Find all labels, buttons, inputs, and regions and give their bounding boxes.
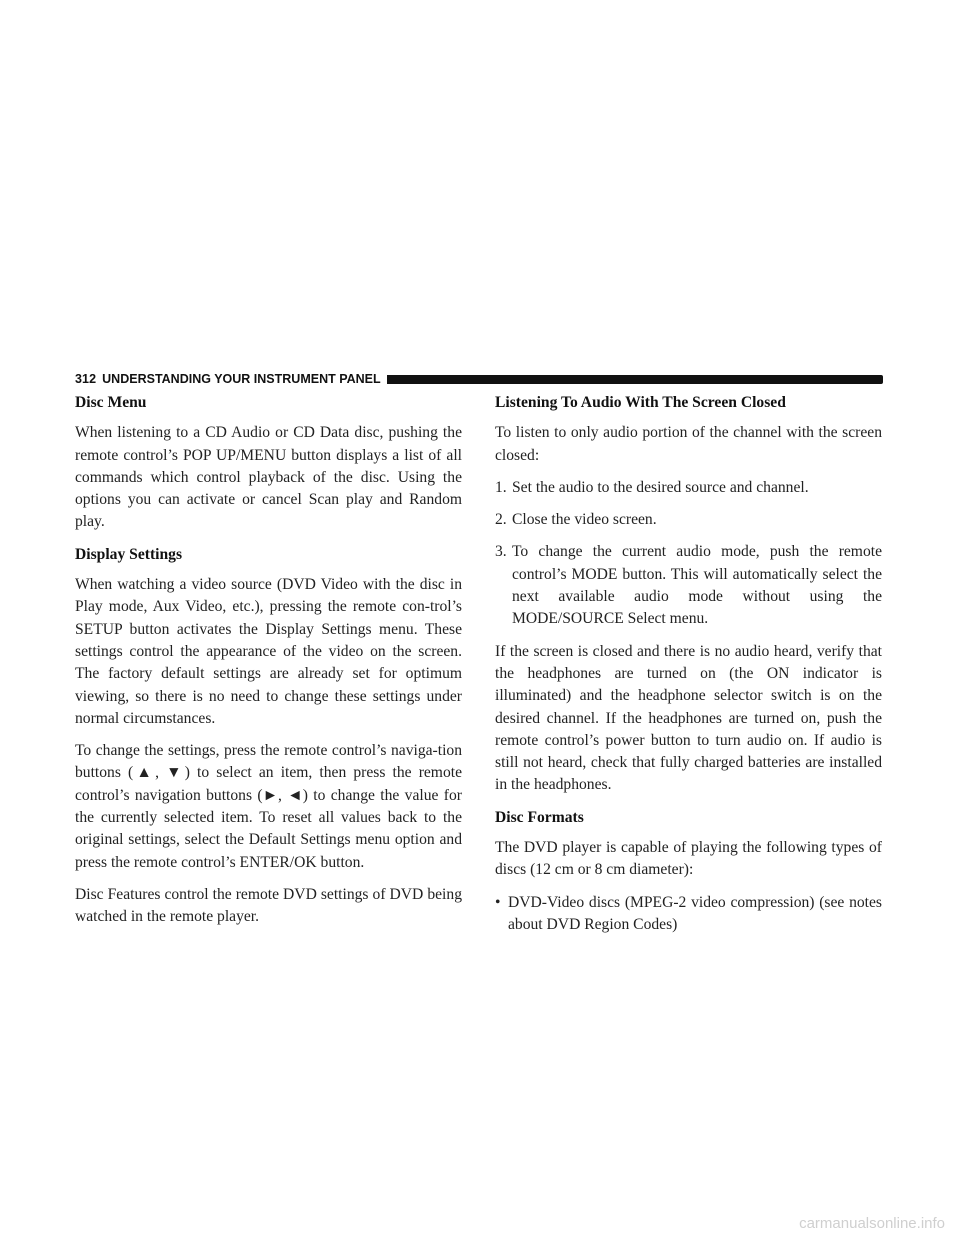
bullet-mark: • <box>495 893 501 911</box>
heading-disc-formats: Disc Formats <box>495 808 584 826</box>
step-text: Set the audio to the desired source and channel. <box>512 478 809 496</box>
display-settings-paragraph-2: To change the settings, press the remote control’s naviga-tion buttons (▲, ▼) to select an item, then press the remote control’s navigation buttons (►, ◄) to change the value for the currently selected item. To reset all values back to the original settings, select the Default Settings menu option and press the remote control’s ENTER/OK button. <box>75 742 462 871</box>
step-item <box>495 541 882 630</box>
right-column <box>495 392 882 936</box>
heading-listening-screen-closed: Listening To Audio With The Screen Closed <box>495 394 786 411</box>
page-number: 312 <box>75 372 97 386</box>
page-header <box>75 372 883 386</box>
display-settings-paragraph-1: When watching a video source (DVD Video with the disc in Play mode, Aux Video, etc.), pressing the remote con-trol’s SETUP button activates the Display Settings menu. These settings control the appearance of the video on the screen. The factory default settings are already set for optimum viewing, so there is no need to change these settings under normal circumstances. <box>75 576 462 727</box>
watermark: carmanualsonline.info <box>799 1215 945 1232</box>
section-title: UNDERSTANDING YOUR INSTRUMENT PANEL <box>102 372 381 386</box>
step-item <box>495 477 882 499</box>
bullet-text: DVD-Video discs (MPEG-2 video compression) (see notes about DVD Region Codes) <box>508 893 882 933</box>
step-number: 2. <box>495 511 507 529</box>
disc-formats-intro: The DVD player is capable of playing the following types of discs (12 cm or 8 cm diameter): <box>495 839 882 879</box>
listening-intro: To listen to only audio portion of the channel with the screen closed: <box>495 424 882 464</box>
step-number: 1. <box>495 478 507 496</box>
listening-paragraph: If the screen is closed and there is no audio heard, verify that the headphones are turned on (the ON indicator is illuminated) and the headphone selector switch is on the desired channel. If the headphones are turned on, push the remote control’s power button to turn audio on. If audio is still not heard, check that fully charged batteries are installed in the headphones. <box>495 642 882 794</box>
step-number: 3. <box>495 543 507 561</box>
header-rule <box>387 375 883 384</box>
left-column <box>75 392 462 939</box>
disc-menu-paragraph: When listening to a CD Audio or CD Data disc, pushing the remote control’s POP UP/MENU button displays a list of all commands which control playback of the disc. Using the options you can activate or cancel Scan play and Random play. <box>75 424 462 531</box>
heading-display-settings: Display Settings <box>75 545 183 563</box>
heading-disc-menu: Disc Menu <box>75 394 147 411</box>
display-settings-paragraph-3: Disc Features control the remote DVD settings of DVD being watched in the remote player. <box>75 885 462 926</box>
step-text: To change the current audio mode, push the remote control’s MODE button. This will automatically select the next available audio mode without using the MODE/SOURCE Select menu. <box>512 543 882 628</box>
step-item <box>495 509 882 531</box>
step-text: Close the video screen. <box>512 511 657 529</box>
bullet-item <box>495 892 882 937</box>
